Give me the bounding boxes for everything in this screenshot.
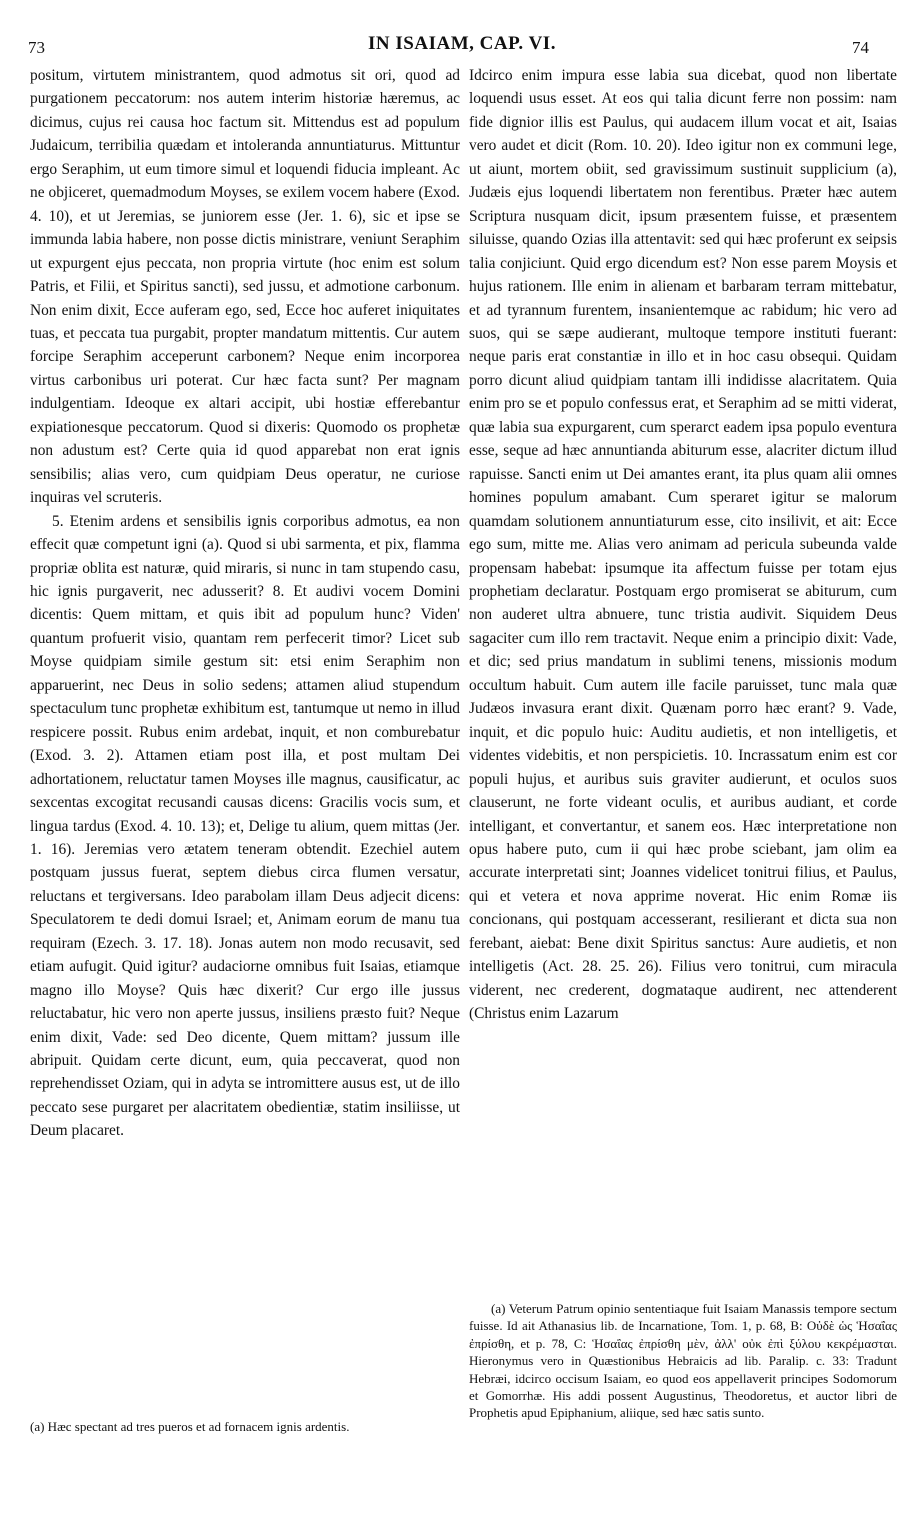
paragraph: positum, virtutem ministrantem, quod admotus sit ori, quod ad purgationem peccatorum: nos autem interim historiæ hæremus, ac dicimus, cujus rei causa hoc factum sit. Mittendus est ad populum Judaicum, terribilia quædam et intoleranda annuntiaturus. Mittuntur ergo Seraphim, ut eum timore simul et loquendi fiducia impleant. Ac ne objiceret, quemadmodum Moyses, se exilem vocem habere (Exod. 4. 10), et ut Jeremias, se juniorem esse (Jer. 1. 6), sic et ipse se immunda labia habere, non posse dictis ministrare, veniunt Seraphim ut expurgent ejus peccata, non propria virtute (hoc enim est solum Patris, et Filii, et Spiritus sancti), sed jussu, et admotione carbonum. Non enim dixit, Ecce auferam ego, sed, Ecce hoc auferet iniquitates tuas, et peccata tua purgabit, propter mandatum mittentis. Cur autem forcipe Seraphim acceperunt carbonem? Neque enim incorporea virtus carbonibus uri poterat. Cur hæc facta sunt? Per magnam indulgentiam. Ideoque ex altari accipit, ubi hostiæ efferebantur expiationesque peccatorum. Quod si dixeris: Quomodo os prophetæ non adustum est? Certe quia id quod apparebat non erat ignis sensibilis; alias vero, cum quidpiam Deus operatur, ne curiose inquiras vel scruteris. [30,67,460,507]
page-number-left: 73 [28,38,45,57]
footnote-right [469,1300,897,1422]
paragraph: Idcirco enim impura esse labia sua dicebat, quod non libertate loquendi usus esset. At eos qui talia dicunt ferre non possim: nam fide dignior illis est Paulus, qui audacem illum vocat et ait, Isaias vero audet et dicit (Rom. 10. 20). Ideo igitur non ex communi lege, ut aiunt, mortem obiit, sed gravissimum sustinuit supplicium (a), Judæis ejus loquendi libertatem non ferentibus. Præter hæc autem Scriptura nusquam dicit, ipsum præsentem fuisse, et præsentem siluisse, quando Ozias illa attentavit: sed qui hæc proferunt ex seipsis talia conjiciunt. Quid ergo dicendum est? Non esse parem Moysis et hujus rationem. Ille enim in alienam et barbaram terram mittebatur, et ad tyrannum furentem, insanientemque ac rabidum; hic vero ad suos, qui se sæpe audierant, multoque tempore instituti fuerant: neque paris erat constantiæ in illo et in hoc casu obsequi. Quidam porro dicunt aliud quidpiam tantam illi indidisse alacritatem. Quia enim pro se et populo confessus erat, et Seraphim ad se mitti viderat, quæ labia sua expurgarent, cum sperarct eadem ipsa populo eventura esse, seque ad hæc annuntianda abiturum esse, alacriter dictum illud rapuisse. Sancti enim ut Dei amantes erant, ita plus quam alii omnes homines populum amabant. Cum speraret igitur se malorum quamdam solutionem annuntiaturum esse, cito insilivit, et ait: Ecce ego sum, mitte me. Alias vero animam ad pericula subeunda valde propensam habebat: ipsumque ita affectum fuisse per totam ejus prophetiam declaratur. Postquam ergo promiserat se abiturum, cum non auderet ultra abnuere, tunc tristia audivit. Siquidem Deus sagaciter cum illo rem tractavit. Neque enim a principio dixit: Vade, et dic; sed prius mandatum in sublimi tenens, missionis modum occultum habuit. Cum autem ille facile paruisset, tunc mala quæ Judæos invasura erant dixit. Quænam porro hæc erant? 9. Vade, inquit, et dic populo huic: Auditu audietis, et non intelligetis, et videntes videbitis, et non perspicietis. 10. Incrassatum enim est cor populi hujus, et auribus suis graviter audierunt, et oculos suos clauserunt, ne forte videant oculis, et auribus audiant, et corde intelligant, et convertantur, et sanem eos. Hæc interpretatione non opus habere puto, cum ii qui hæc probe sciebant, jam olim ea accurate interpretati sint; Joannes videlicet tonitrui filius, et Paulus, qui et vetera et nova apprime noverat. Hic enim Romæ iis concionans, qui postquam accesserant, resilierant et dicta sua non ferebant, aiebat: Bene dixit Spiritus sanctus: Aure audietis, et non intelligetis (Act. 28. 25. 26). Filius vero tonitrui, cum miracula viderent, nec crederent, dogmataque audirent, nec attenderent (Christus enim Lazarum [469,67,897,1023]
left-column [30,64,460,1143]
page-header [0,0,924,60]
footnote-left: (a) Hæc spectant ad tres pueros et ad fornacem ignis ardentis. [30,1419,350,1434]
paragraph: 5. Etenim ardens et sensibilis ignis corporibus admotus, ea non effecit quæ competunt igni (a). Quod si ubi sarmenta, et pix, flamma propriæ oblita est naturæ, quid miraris, si nunc in tam stupendo casu, hic ignis purgaverit, nec adusserit? 8. Et audivi vocem Domini dicentis: Quem mittam, et quis ibit ad populum hunc? Viden' quantum profuerit visio, quantam rem perfecerit timor? Licet sub Moyse quidpiam simile gestum sit: etsi enim Seraphim non apparuerint, nec Deus in solio sedens; attamen aliud stupendum spectaculum tunc prophetæ exhibitum est, tantumque ut nemo in illud respicere possit. Rubus enim ardebat, inquit, et non comburebatur (Exod. 3. 2). Attamen etiam post illa, et post multam Dei adhortationem, reluctatur tamen Moyses ille magnus, causificatur, ac sexcentas excogitat recusandi causas dicens: Gracilis vocis sum, et lingua tardus (Exod. 4. 10. 13); et, Delige tu alium, quem mittas (Jer. 1. 16). Jeremias vero ætatem teneram obtendit. Ezechiel autem postquam jussus fuerat, septem diebus circa flumen versatur, reluctans et tergiversans. Ideo parabolam illam Deus adjecit dicens: Speculatorem te dedi domui Israel; et, Animam eorum de manu tua requiram (Ezech. 3. 17. 18). Jonas autem non modo recusavit, sed etiam aufugit. Quid igitur? audaciorne omnibus fuit Isaias, etiamque magno illo Moyse? Quis hæc dixerit? Cur ergo ille jussus reluctabatur, hic vero non aperte jussus, insiliens præsto fuit? Neque enim dixit, Vade: sed Deo dicente, Quem mittam? jussum ille abripuit. Quidam certe dicunt, eum, quia peccaverat, quod non reprehendisset Oziam, qui in adyta se intromittere ausus est, ut de illo peccato sese purgaret per alacritatem obedientiæ, statim insiliisse, ut Deum placaret. [30,512,461,1140]
right-column [469,64,897,1026]
page-number-right: 74 [852,38,869,57]
running-head: IN ISAIAM, CAP. VI. [368,33,556,54]
footnote-text: (a) Veterum Patrum opinio sententiaque fuit Isaiam Manassis tempore sectum fuisse. Id ait Athanasius lib. de Incarnatione, Tom. 1, p. 68, B: Οὐδὲ ὡς Ἡσαΐας ἐπρίσθη, et p. 78, C: Ἡσαΐας ἐπρίσθη μὲν, ἀλλ' οὐκ ἐπὶ ξύλου κεκρέμασται. Hieronymus vero in Quæstionibus Hebraicis ad lib. Paralip. c. 33: Tradunt Hebræi, idcirco occisum Isaiam, eo quod eos appellaverit principes Sodomorum et Gomorrhæ. His addi possent Augustinus, Theodoretus, et auctor libri de Prophetis apud Epiphanium, aliique, sed hæc satis sunto. [469,1301,897,1421]
